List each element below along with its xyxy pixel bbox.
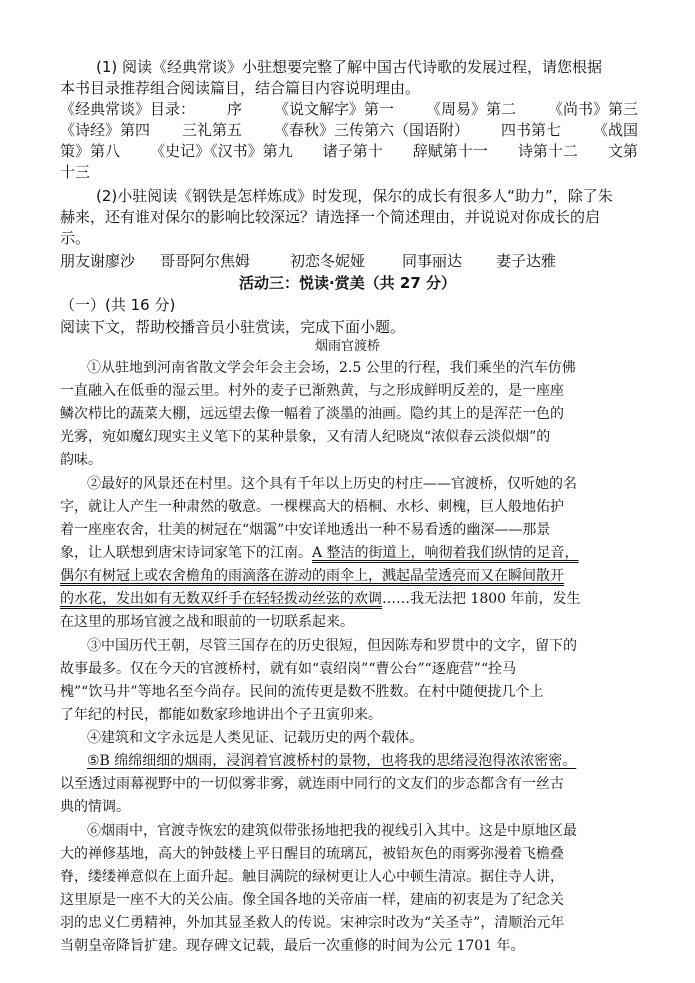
paragraph-6-line: 这里原是一座不大的关公庙。像全国各地的关帝庙一样，建庙的初衷是为了纪念关 bbox=[60, 892, 564, 908]
q2-option: 初恋冬妮娅 bbox=[290, 252, 366, 270]
paragraph-2-line bbox=[60, 589, 581, 609]
toc-row-2 bbox=[60, 120, 638, 140]
paragraph-3-line: 故事最多。仅在今天的官渡桥村，就有如“袁绍岗”“曹公台”“逐鹿营”“拴马 bbox=[60, 661, 517, 677]
paragraph-1-line: 鳞次栉比的蔬菜大棚，远远望去像一幅着了淡墨的油画。隐约其上的是浑茫一色的 bbox=[60, 406, 564, 422]
paragraph-2-line: ②最好的风景还在村里。这个具有千年以上历史的村庄——官渡桥，仅听她的名 bbox=[87, 476, 577, 492]
paragraph-6-line: ⑥烟雨中，官渡寺恢宏的建筑似带张扬地把我的视线引入其中。这是中原地区最 bbox=[87, 823, 577, 839]
paragraph-3-line: 槐”“饮马井”等地名至今尚存。民间的流传更是数不胜数。在村中随便拢几个上 bbox=[60, 684, 544, 700]
paragraph-6-line: 大的禅修基地，高大的钟鼓楼上平日醒目的琉璃瓦，被铅灰色的雨雾弥漫着飞檐叠 bbox=[60, 846, 564, 862]
toc-item: 《春秋》三传第六（国语附） bbox=[273, 121, 469, 139]
toc-item: 序 bbox=[226, 100, 242, 118]
toc-item: 《战国 bbox=[592, 121, 638, 139]
q2-prompt-line-3: 示。 bbox=[60, 229, 91, 247]
underlined-sentence-a: 偶尔有树冠上或农舍檐角的雨滴落在游动的雨伞上，溅起晶莹透亮而又在瞬间散开 bbox=[60, 568, 564, 584]
q2-option: 朋友谢廖沙 bbox=[60, 252, 136, 270]
toc-item: 《周易》第二 bbox=[425, 100, 516, 118]
paragraph-1-line: ①从驻地到河南省散文学会年会主会场，2.5 公里的行程，我们乘坐的汽车仿佛 bbox=[87, 360, 576, 376]
paragraph-2-line: 在这里的那场官渡之战和眼前的一切联系起来。 bbox=[60, 614, 354, 630]
toc-item: 《说文解字》第一 bbox=[273, 100, 394, 118]
paragraph-2-text: 象，让人联想到唐宋诗词家笔下的江南。 bbox=[60, 545, 312, 561]
toc-item: 诗第十二 bbox=[517, 142, 578, 160]
underlined-sentence-a: A 整洁的街道上，响彻着我们纵情的足音， bbox=[312, 545, 579, 561]
toc-label: 《经典常谈》目录： bbox=[60, 100, 196, 118]
toc-item: 三礼第五 bbox=[181, 121, 242, 139]
paragraph-1-line: 光雾，宛如魔幻现实主义笔下的某种景象，又有清人纪晓岚“浓似春云淡似烟”的 bbox=[60, 429, 551, 445]
article-title: 烟雨官渡桥 bbox=[314, 339, 380, 354]
q2-option: 同事丽达 bbox=[402, 252, 463, 270]
q2-prompt-line-2: 赫来，还有谁对保尔的影响比较深远？请选择一个简述理由，并说说对你成长的启 bbox=[60, 208, 601, 226]
paragraph-6-line: 脊，缕缕禅意似在上面升起。触目满院的绿树更让人心中顿生清凉。据住寺人讲， bbox=[60, 869, 564, 885]
toc-item: 辞赋第十一 bbox=[412, 142, 488, 160]
paragraph-3-line: 了年纪的村民，都能如数家珍地讲出个子丑寅卯来。 bbox=[60, 707, 382, 723]
paragraph-1-line: 一直融入在低垂的湿云里。村外的麦子已渐熟黄，与之形成鲜明反差的，是一座座 bbox=[60, 383, 564, 399]
activity-title: 活动三：悦读·赏美（共 27 分） bbox=[238, 274, 457, 292]
toc-item: 《史记》《汉书》第九 bbox=[150, 142, 293, 160]
paragraph-1-line: 韵味。 bbox=[60, 452, 102, 468]
paragraph-5-line: 以至透过雨幕视野中的一切似雾非雾，就连雨中同行的文友们的步态都含有一丝古 bbox=[60, 776, 564, 792]
paragraph-3-line: ③中国历代王朝，尽管三国存在的历史很短，但因陈寿和罗贯中的文字，留下的 bbox=[87, 638, 577, 654]
paragraph-4: ④建筑和文字永远是人类见证、记载历史的两个载体。 bbox=[87, 730, 423, 746]
toc-item: 诸子第十 bbox=[322, 142, 383, 160]
underlined-sentence-b: ⑤B 绵绵细细的烟雨，浸润着官渡桥村的景物，也将我的思绪浸泡得浓浓密密。 bbox=[87, 753, 577, 769]
instruction: 阅读下文，帮助校播音员小驻赏读，完成下面小题。 bbox=[60, 318, 406, 336]
paragraph-6-line: 羽的忠义仁勇精神，外加其显圣救人的传说。宋神宗时改为“关圣寺”，清顺治元年 bbox=[60, 915, 565, 931]
paragraph-2-line: 字，就让人产生一种肃然的敬意。一棵棵高大的梧桐、水杉、刺槐，巨人般地佑护 bbox=[60, 499, 564, 515]
toc-row-3 bbox=[60, 141, 638, 161]
toc-item: 策》第八 bbox=[60, 142, 121, 160]
q2-prompt-line-1: (2)小驻阅读《钢铁是怎样炼成》时发现，保尔的成长有很多人“助力”，除了朱 bbox=[96, 187, 613, 205]
toc-row-1 bbox=[60, 99, 638, 119]
toc-item: 《尚书》第三 bbox=[547, 100, 638, 118]
q2-option: 哥哥阿尔焦姆 bbox=[160, 252, 251, 270]
toc-item: 文第 bbox=[607, 142, 638, 160]
section-label: （一）(共 16 分) bbox=[60, 296, 176, 314]
q1-prompt-line-1: (1) 阅读《经典常谈》小驻想要完整了解中国古代诗歌的发展过程，请您根据 bbox=[96, 58, 603, 76]
paragraph-2-line bbox=[60, 543, 579, 563]
q2-option: 妻子达雅 bbox=[496, 252, 557, 270]
underlined-sentence-a: 的水花，发出如有无数双纤手在轻轻拨动丝弦的欢调 bbox=[60, 591, 382, 607]
toc-item: 四书第七 bbox=[500, 121, 561, 139]
q1-prompt-line-2: 本书目录推荐组合阅读篇目，结合篇目内容说明理由。 bbox=[60, 79, 421, 97]
toc-row-4: 十三 bbox=[60, 163, 91, 181]
toc-item: 《诗经》第四 bbox=[60, 121, 151, 139]
paragraph-6-line: 当朝皇帝降旨扩建。现存碑文记载，最后一次重修的时间为公元 1701 年。 bbox=[60, 938, 525, 954]
paragraph-2-text: ……我无法把 1800 年前，发生 bbox=[382, 591, 581, 607]
paragraph-5-line: 典的情调。 bbox=[60, 799, 130, 815]
paragraph-2-line: 着一座座农舍，壮美的树冠在“烟霭”中安详地透出一种不易看透的幽深——那景 bbox=[60, 522, 551, 538]
